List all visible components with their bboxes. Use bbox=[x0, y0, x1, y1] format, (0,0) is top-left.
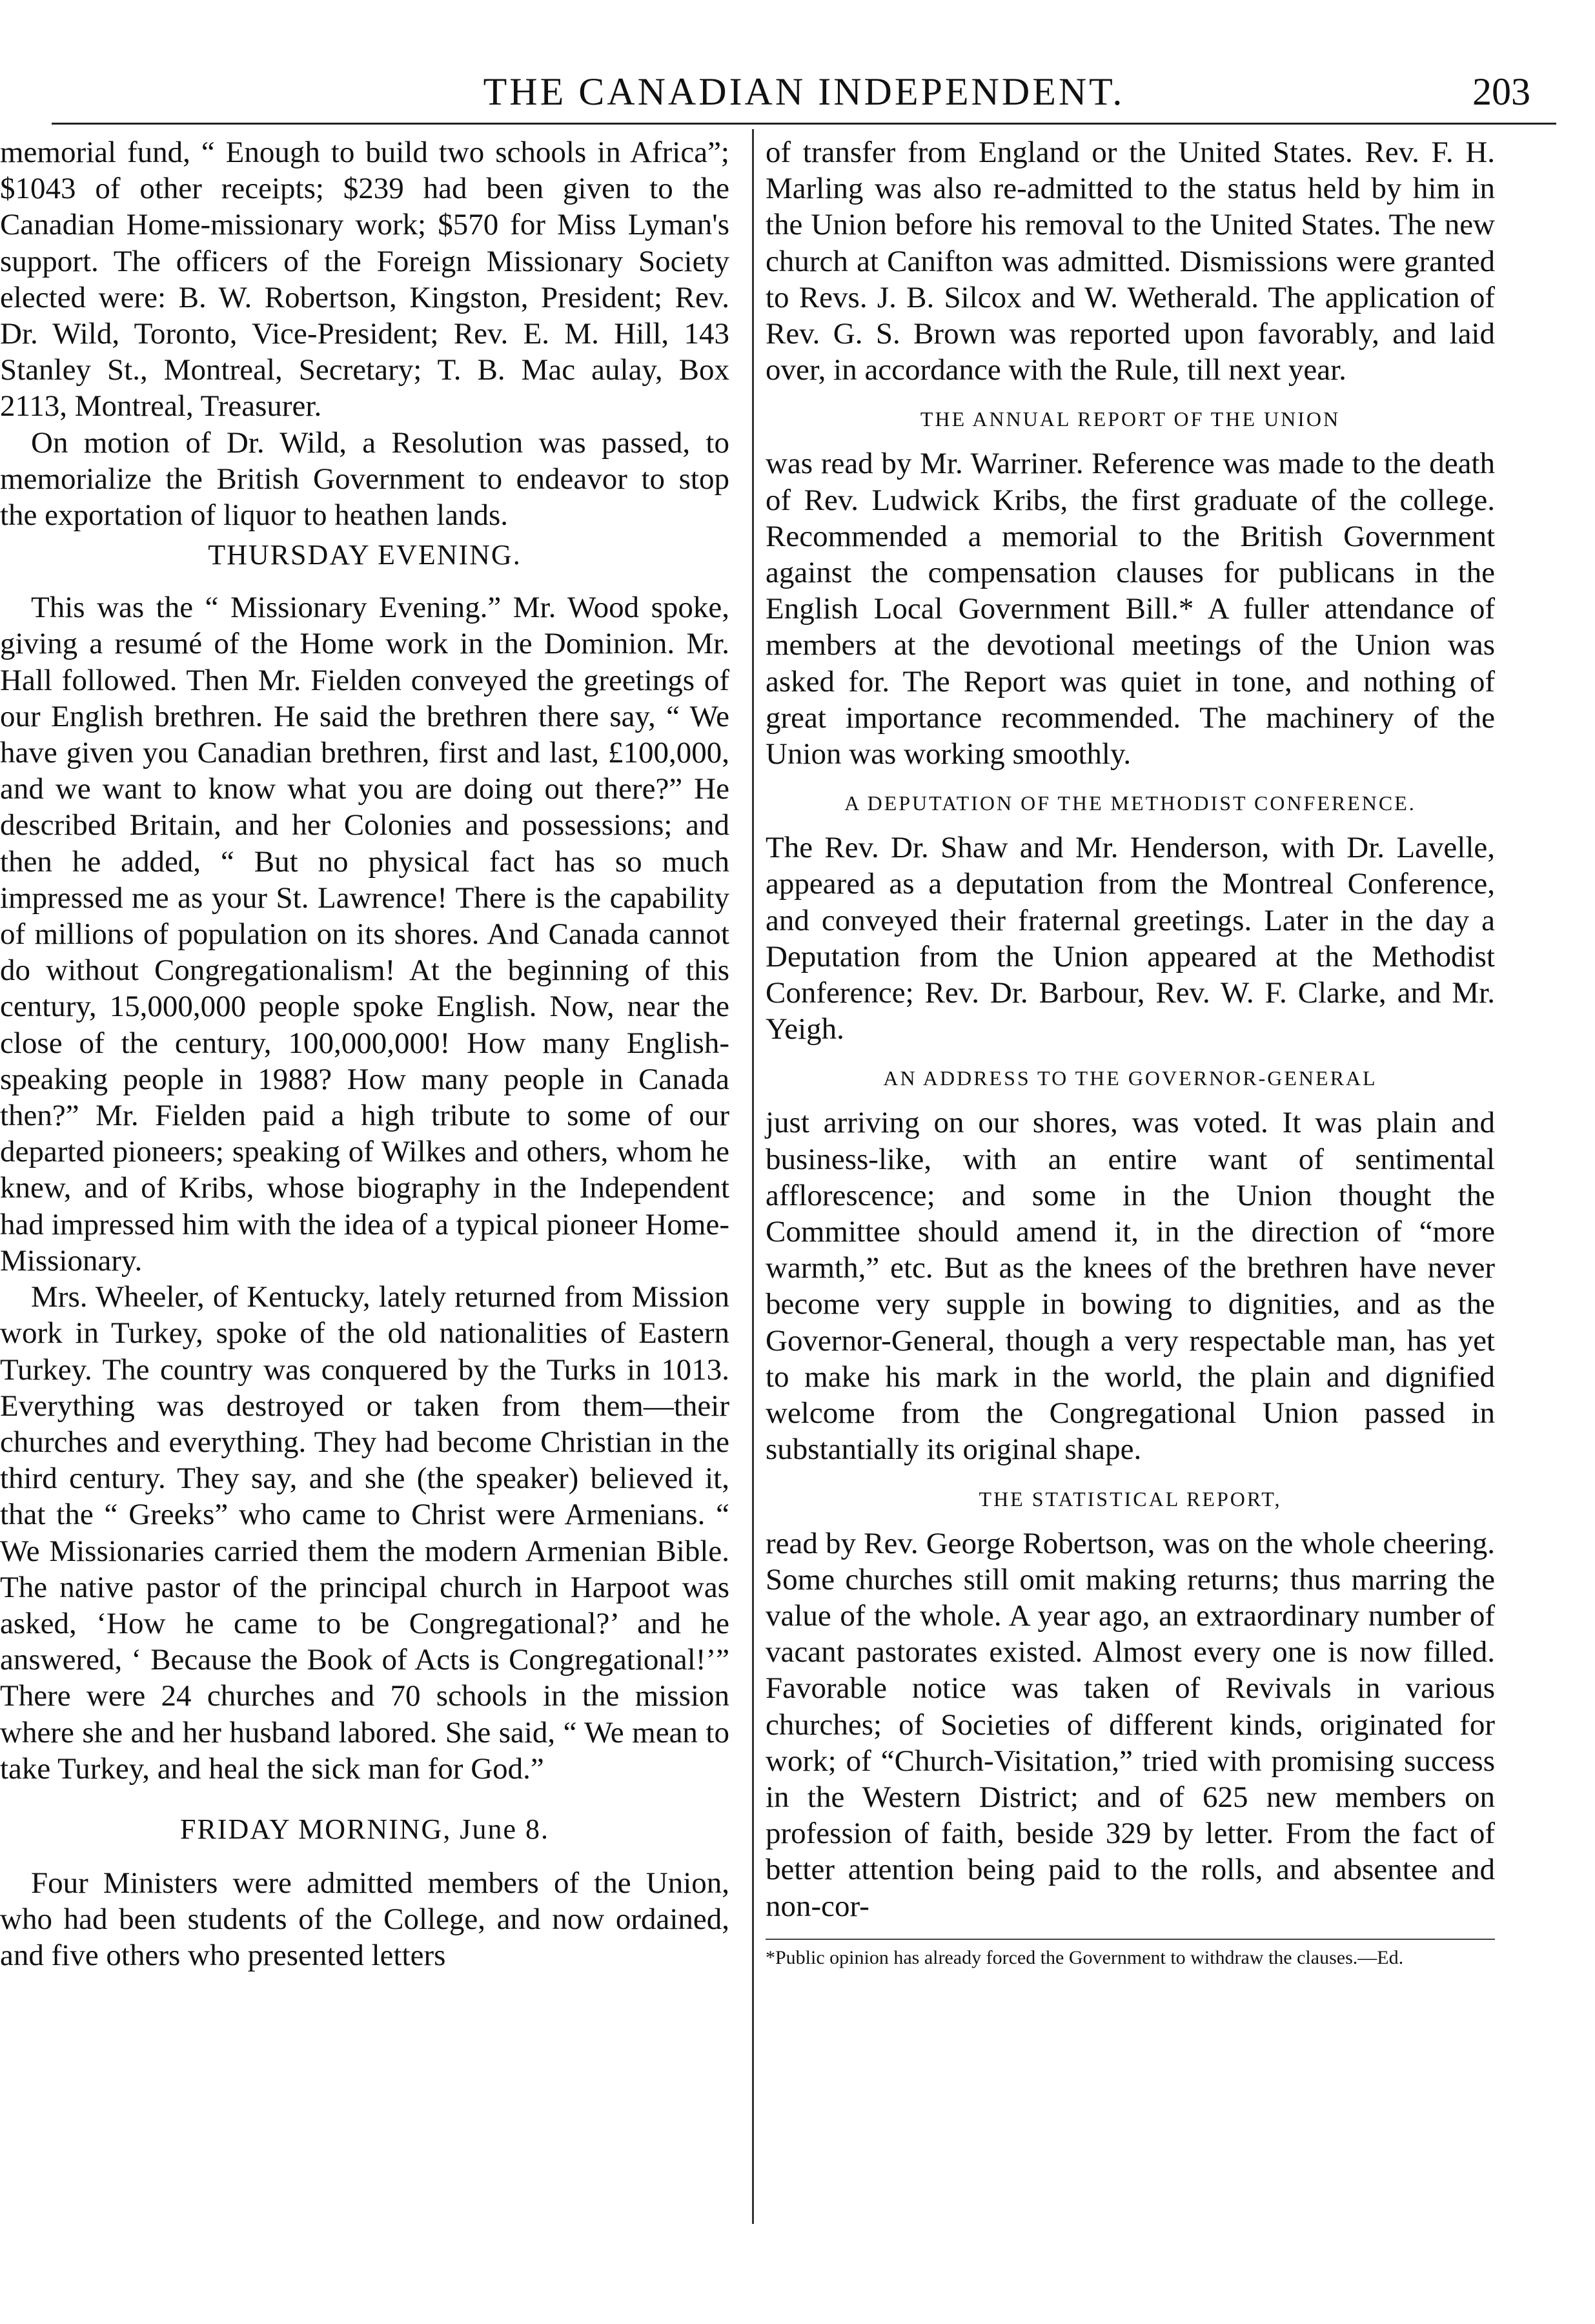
left-paragraph-3: This was the “ Missionary Evening.” Mr. Wood spoke, giving a resumé of the Home work in the Dominion. Mr. Hall followed. Then Mr. Fielden conveyed the greetings of our English brethren. He said the brethren there say, “ We have given you Canadian brethren, first and last, £100,000, and we want to know what you are doing out there?” He described Britain, and her Colonies and possessions; and then he added, “ But no physical fact has so much impressed me as your St. Lawrence! There is the capability of millions of population on its shores. And Canada cannot do without Congregationalism! At the beginning of this century, 15,000,000 people spoke English. Now, near the close of the century, 100,000,000! How many English-speaking people in 1988? How many people in Canada then?” Mr. Fielden paid a high tribute to some of our departed pioneers; speaking of Wilkes and others, whom he knew, and of Kribs, whose biography in the Independent had impressed him with the idea of a typical pioneer Home-Missionary. bbox=[0, 591, 729, 1278]
right-paragraph-3: The Rev. Dr. Shaw and Mr. Henderson, with Dr. Lavelle, appeared as a deputation from the Montreal Conference, and conveyed their fraternal greetings. Later in the day a Deputation from the Union appeared at the Methodist Conference; Rev. Dr. Barbour, Rev. W. F. Clarke, and Mr. Yeigh. bbox=[766, 831, 1495, 1046]
heading-friday-morning: FRIDAY MORNING, June 8. bbox=[179, 1813, 549, 1845]
page-number: 203 bbox=[1472, 70, 1530, 113]
left-paragraph-2: On motion of Dr. Wild, a Resolution was passed, to memorialize the British Government to endeavor to stop the exportation of liquor to heathen lands. bbox=[0, 425, 729, 533]
heading-thursday-evening: THURSDAY EVENING. bbox=[208, 539, 522, 571]
header-rule bbox=[52, 123, 1556, 125]
left-column bbox=[0, 134, 729, 1974]
publication-title: THE CANADIAN INDEPENDENT. bbox=[483, 70, 1125, 113]
right-paragraph-4: just arriving on our shores, was voted. It was plain and business-like, with an entire want of sentimental afflorescence; and some in the Union thought the Committee should amend it, in the direction of “more warmth,” etc. But as the knees of the brethren have never become very supple in bowing to dignities, and as the Governor-General, though a very respectable man, has yet to make his mark in the world, the plain and dignified welcome from the Congregational Union passed in substantially its original shape. bbox=[766, 1106, 1495, 1467]
heading-annual-report: THE ANNUAL REPORT OF THE UNION bbox=[920, 407, 1341, 431]
page-header bbox=[52, 70, 1556, 121]
right-paragraph-2: was read by Mr. Warriner. Reference was made to the death of Rev. Ludwick Kribs, the first graduate of the college. Recommended a memorial to the British Government against the compensation clauses for publicans in the English Local Government Bill.* A fuller attendance of members at the devotional meetings of the Union was asked for. The Report was quiet in tone, and nothing of great importance recommended. The machinery of the Union was working smoothly. bbox=[766, 447, 1495, 771]
heading-methodist-deputation: A DEPUTATION OF THE METHODIST CONFERENCE. bbox=[844, 791, 1416, 815]
heading-statistical-report: THE STATISTICAL REPORT, bbox=[979, 1487, 1282, 1511]
right-column bbox=[766, 134, 1495, 1968]
left-paragraph-1: memorial fund, “ Enough to build two schools in Africa”; $1043 of other receipts; $239 had been given to the Canadian Home-missionary work; $570 for Miss Lyman's support. The officers of the Foreign Missionary Society elected were: B. W. Robertson, Kingston, President; Rev. Dr. Wild, Toronto, Vice-President; Rev. E. M. Hill, 143 Stanley St., Montreal, Secretary; T. B. Mac aulay, Box 2113, Montreal, Treasurer. bbox=[0, 136, 729, 423]
column-divider bbox=[752, 129, 754, 2224]
footnote-rule bbox=[766, 1939, 1495, 1940]
left-paragraph-4: Mrs. Wheeler, of Kentucky, lately returned from Mission work in Turkey, spoke of the old nationalities of Eastern Turkey. The country was conquered by the Turks in 1013. Everything was destroyed or taken from them—their churches and everything. They had become Christian in the third century. They say, and she (the speaker) believed it, that the “ Greeks” who came to Christ were Armenians. “ We Missionaries carried them the modern Armenian Bible. The native pastor of the principal church in Harpoot was asked, ‘How he came to be Congregational?’ and he answered, ‘ Because the Book of Acts is Congregational!’” There were 24 churches and 70 schools in the mission where she and her husband labored. She said, “ We mean to take Turkey, and heal the sick man for God.” bbox=[0, 1280, 729, 1786]
footnote: *Public opinion has already forced the Government to withdraw the clauses.—Ed. bbox=[766, 1946, 1404, 1968]
heading-governor-general-address: AN ADDRESS TO THE GOVERNOR-GENERAL bbox=[883, 1066, 1377, 1090]
right-paragraph-1: of transfer from England or the United States. Rev. F. H. Marling was also re-admitted to the status held by him in the Union before his removal to the United States. The new church at Canifton was admitted. Dismissions were granted to Revs. J. B. Silcox and W. Wetherald. The application of Rev. G. S. Brown was reported upon favorably, and laid over, in accordance with the Rule, till next year. bbox=[766, 136, 1495, 387]
right-paragraph-5: read by Rev. George Robertson, was on the whole cheering. Some churches still omit making returns; thus marring the value of the whole. A year ago, an extraordinary number of vacant pastorates existed. Almost every one is now filled. Favorable notice was taken of Revivals in various churches; of Societies of different kinds, originated for work; of “Church-Visitation,” tried with promising success in the Western District; and of 625 new members on profession of faith, beside 329 by letter. From the fact of better attention being paid to the rolls, and absentee and non-cor- bbox=[766, 1526, 1495, 1923]
left-paragraph-5: Four Ministers were admitted members of the Union, who had been students of the College, and now ordained, and five others who presented letters bbox=[0, 1866, 729, 1973]
